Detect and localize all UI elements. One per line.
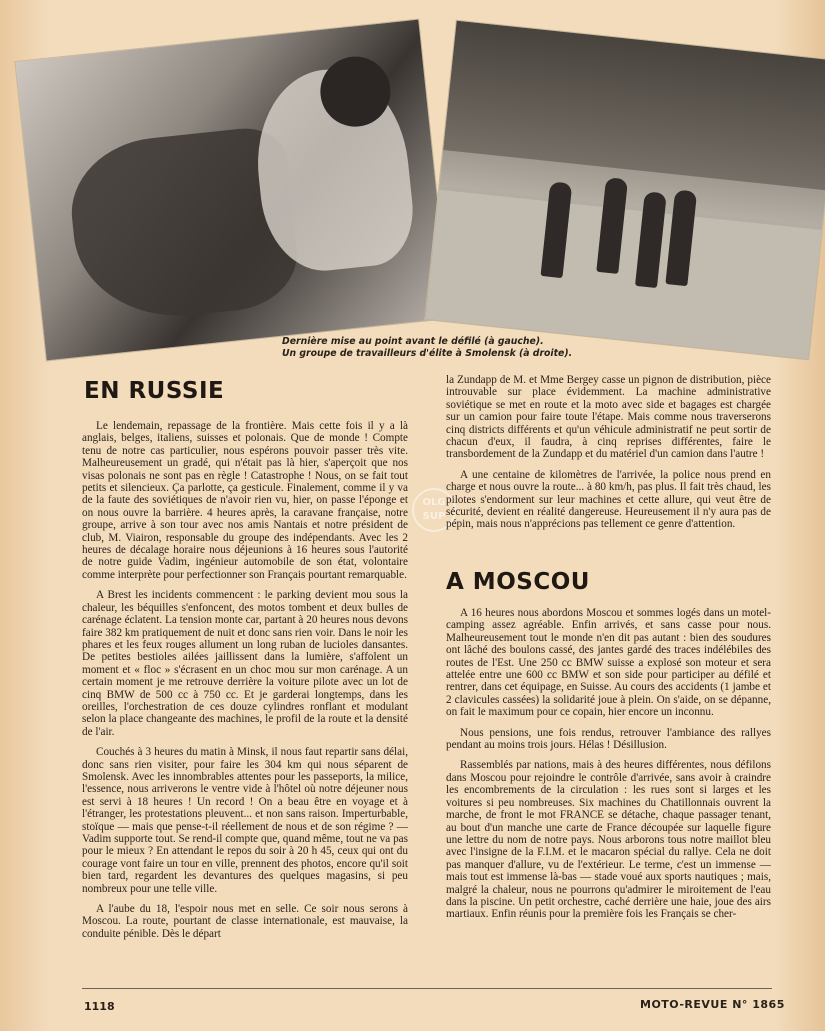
- paragraph: A Brest les incidents commencent : le parking devient mou sous la chaleur, les béquilles s'enfoncent, des motos tombent et deux bulles de carénage éclatent. La tension monte car, partant à 20 heures nous devons faire 382 km pratiquement de nuit et donc sans rien voir. Dans le noir les phares et les feux rouges allument un long ruban de lucioles dansantes. De petites bestioles ailées jaillissent dans la lumière, s'affolent un moment et « floc » s'écrasent en un choc mou sur mon carénage. A un certain moment je me retrouve derrière la voiture pilote avec un lot de cinq BMW de 500 cc à 750 cc. Et je garderai longtemps, dans les oreilles, l'orchestration de ces douze cylindres ronflant et modulant selon la place changeante des machines, le profil de la route et la densité de l'air.: [82, 589, 408, 738]
- paragraph: Couchés à 3 heures du matin à Minsk, il nous faut repartir sans délai, donc sans rien visiter, pour faire les 304 km qui nous séparent de Smolensk. Avec les innombrables attentes pour les passeports, la milice, l'essence, nous arriverons le ventre vide à l'hôtel où notre déjeuner nous est servi à 18 heures ! Un record ! On a beau être en voyage et à l'étranger, les protestations pleuvent... et non sans raison. Imperturbable, stoïque — mais que pense-t-il réellement de nous et de son régime ? — Vadim supporte tout. Se rend-il compte que, quand même, tout ne va pas pour le mieux ? En attendant le repos du soir à 20 h 45, ceux qui ont du courage vont faire un tour en ville, prennent des photos, encore qu'il soit bien tard, regardent les devantures des quelques magasins, si peu nombreux pour une telle ville.: [82, 746, 408, 895]
- paragraph: A une centaine de kilomètres de l'arrivée, la police nous prend en charge et nous ouvre la route... à 80 km/h, pas plus. Il fait très chaud, les pilotes s'endorment sur leur machines et cette allure, qui veut être de sécurité, devient en réalité dangereuse. Heureusement il n'y aura pas de pépin, mais nous n'apprécions pas tellement ce genre d'attention.: [446, 468, 771, 531]
- watermark-logo: OLG SUP: [412, 488, 456, 532]
- caption-line-1: Dernière mise au point avant le défilé (à gauche).: [282, 336, 544, 347]
- page-number: 1118: [84, 1000, 115, 1013]
- heading-a-moscou: A MOSCOU: [446, 569, 590, 595]
- heading-en-russie: EN RUSSIE: [84, 378, 225, 404]
- paragraph: A l'aube du 18, l'espoir nous met en selle. Ce soir nous serons à Moscou. La route, pourtant de classe internationale, est mauvaise, la conduite pénible. Dès le départ: [82, 903, 408, 940]
- paragraph: la Zundapp de M. et Mme Bergey casse un pignon de distribution, pièce introuvable sur place évidemment. La machine administrative soviétique se met en route et la moto avec side et bagages est chargée sur un camion pour faire toute l'étape. Mais comme nous traverserons cinq districts différents et qu'un véhicule administratif ne peut sortir de chacun d'eux, il faudra, à cinq reprises différentes, faire le transbordement de la Zundapp et du matériel d'un camion dans l'autre !: [446, 374, 771, 461]
- column-right-bottom: [446, 607, 771, 929]
- photo-caption: [282, 336, 582, 360]
- paragraph: Le lendemain, repassage de la frontière. Mais cette fois il y a là anglais, belges, italiens, suisses et polonais. Que de monde ! Compte tenu de notre cas particulier, nous espérons pouvoir passer très vite. Malheureusement un gradé, qui n'était pas là hier, s'aperçoit que nos visas polonais ne sont pas en règle ! Catastrophe ! Nous, on se fait tout petits et silencieux. Ça parlotte, ça gesticule. Finalement, comme il y va de la faute des soviétiques de n'avoir rien vu, hier, on passe l'éponge et on nous ouvre la barrière. 4 heures après, la caravane française, notre groupe, arrive à son tour avec nos amis Nantais et notre président de club, M. Viairon, responsable du groupe des indépendants. Avec les 2 heures de décalage horaire nous déjeunions à 16 heures sous l'autorité de notre guide Vadim, ingénieur automobile de son état, volontaire comme interprète pour perfectionner son Français pourtant remarquable.: [82, 420, 408, 581]
- magazine-issue: MOTO-REVUE N° 1865: [640, 998, 785, 1011]
- photo-smolensk-workers: [425, 21, 825, 360]
- footer-rule: [82, 988, 772, 989]
- column-left: [82, 420, 408, 948]
- paragraph: Nous pensions, une fois rendus, retrouver l'ambiance des rallyes pendant au moins trois jours. Hélas ! Désillusion.: [446, 726, 771, 752]
- paragraph: A 16 heures nous abordons Moscou et sommes logés dans un motel-camping assez agréable. Enfin arrivés, et sans casse pour nous. Malheureusement tout le monde n'en dit pas autant : bien des soudures ont lâché des boulons cassé, des jantes gardé des traces indélébiles des routes de l'Est. Une 250 cc BMW suisse a explosé son moteur et sera attelée entre une 600 cc BMW et son side pour participer au défilé et rentrer, dans cet équipage, en Suisse. Au cours des accidents (1 jambe et 2 clavicules cassées) la solidarité joue à plein. On s'aide, on se dépanne, on fait le maximum pour ce copain, hier encore un inconnu.: [446, 607, 771, 719]
- paragraph: Rassemblés par nations, mais à des heures différentes, nous défilons dans Moscou pour rejoindre le contrôle d'arrivée, sans avoir à craindre les encombrements de la circulation : les rues sont si larges et les voitures si peu nombreuses. Six machines du Chatillonnais ouvrent la marche, de front le mot FRANCE se détache, chaque passager tenant, au bout d'un manche une carte de France découpée sur laquelle figure une lettre du nom de notre pays. Nous arborons tous notre maillot bleu avec l'insigne de la F.I.M. et le macaron spécial du rallye. Cela ne doit pas manquer d'allure, vu de l'extérieur. Le terme, c'est un immense — mais tout est immense là-bas — stade voué aux sports nautiques ; mais, malgré la chaleur, nous ne pourrons qu'admirer le miroitement de l'eau dans la piscine. Un petit orchestre, caché derrière une haie, joue des airs martiaux. Enfin réunis pour la première fois les Français se cher-: [446, 759, 771, 921]
- photo-motorcycle-tuning: [15, 20, 449, 361]
- column-right-top: [446, 374, 771, 539]
- caption-line-2: Un groupe de travailleurs d'élite à Smolensk (à droite).: [282, 348, 573, 359]
